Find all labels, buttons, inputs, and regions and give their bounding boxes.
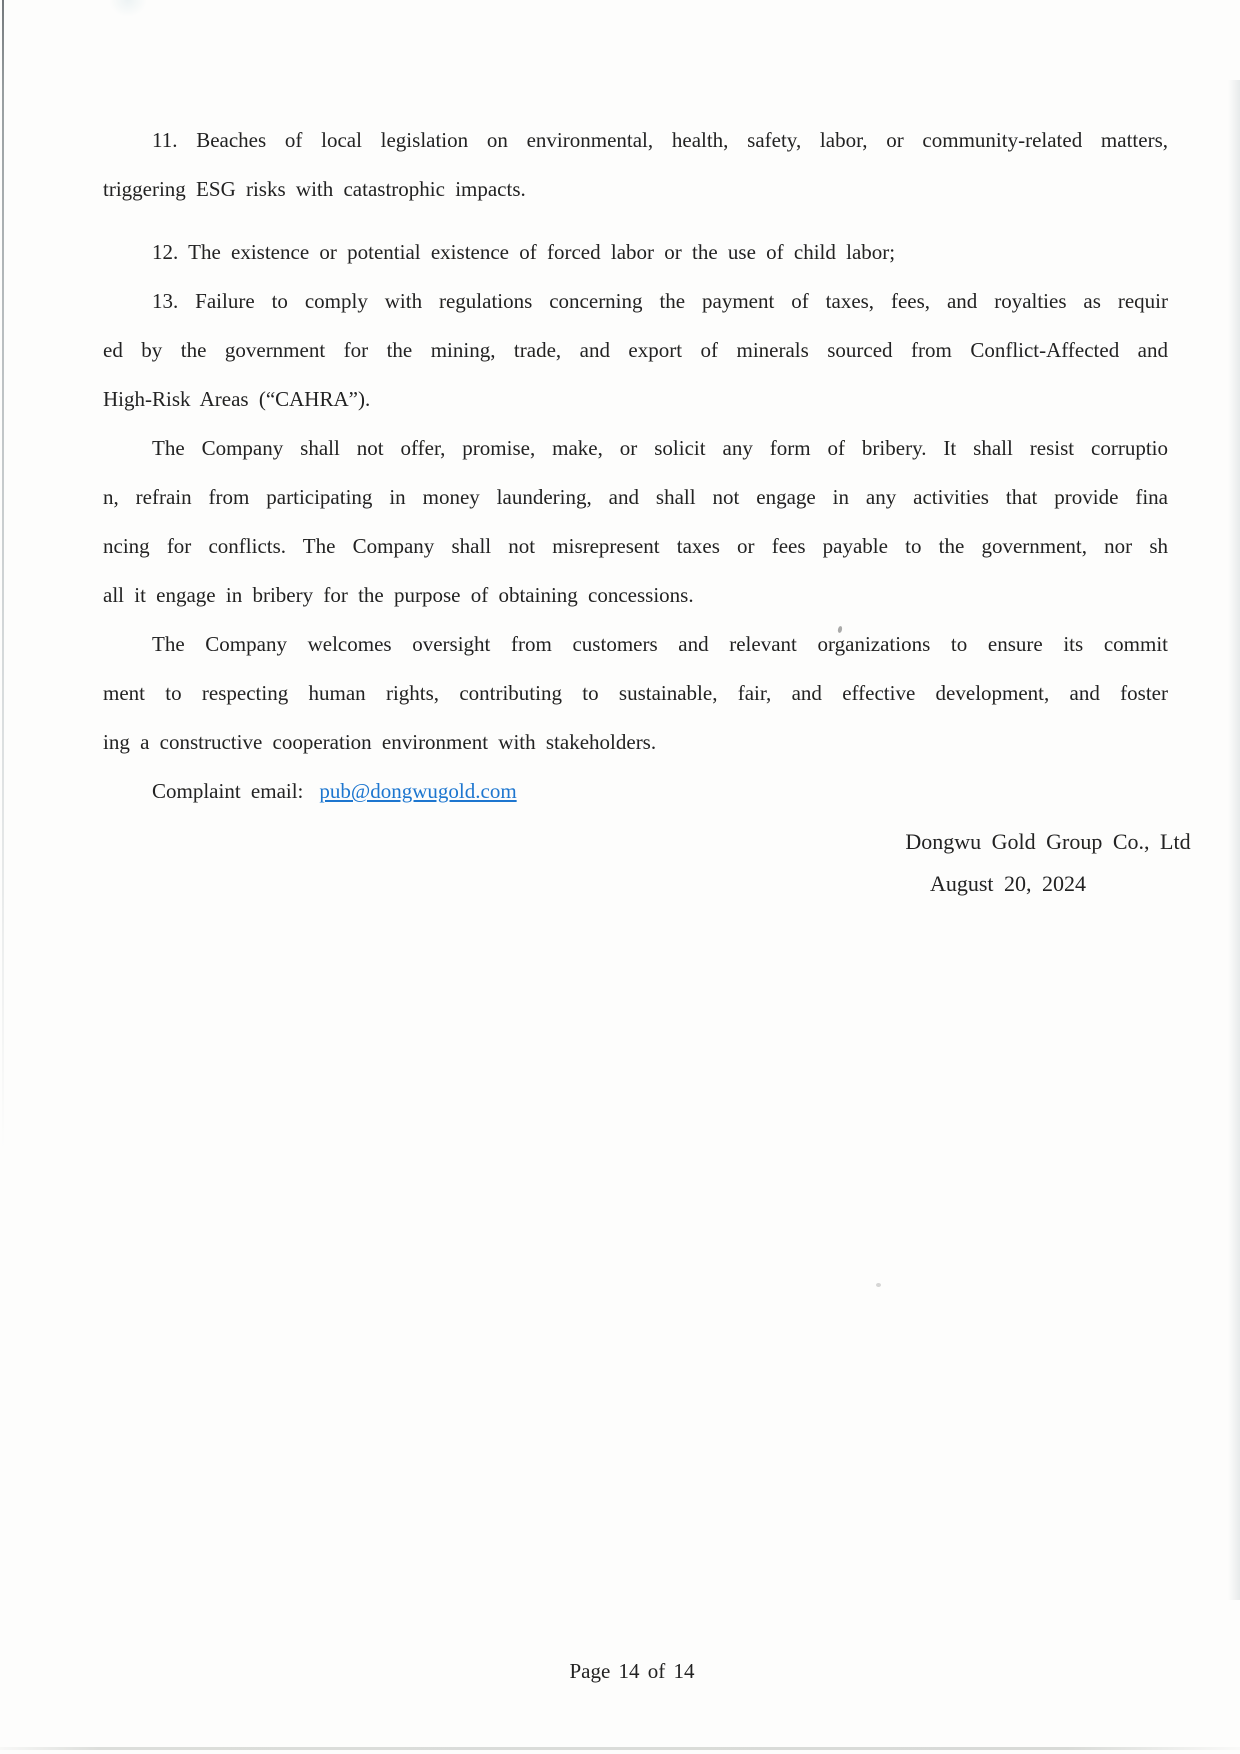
text-line: n, refrain from participating in money laundering, and shall not engage in any activities that provide fina: [103, 485, 1168, 509]
text-line: The Company welcomes oversight from customers and relevant organizations to ensure its commit: [152, 632, 1168, 656]
document-body-lines: [103, 116, 1168, 767]
text-line: High-Risk Areas (“CAHRA”).: [103, 387, 371, 411]
text-line: triggering ESG risks with catastrophic impacts.: [103, 177, 526, 201]
text-line: 12. The existence or potential existence of forced labor or the use of child labor;: [152, 240, 896, 264]
scan-artifact-speck: [876, 1283, 881, 1287]
text-line: ment to respecting human rights, contributing to sustainable, fair, and effective development, and foster: [103, 681, 1168, 705]
text-line: ed by the government for the mining, trade, and export of minerals sourced from Conflict-Affected and: [103, 338, 1168, 362]
signature-company: Dongwu Gold Group Co., Ltd: [905, 829, 1191, 854]
signature-block: [895, 821, 1201, 905]
scan-artifact-bottom-line: [0, 1747, 1240, 1750]
signature-date: August 20, 2024: [929, 871, 1087, 896]
document-body: [103, 116, 1191, 905]
text-line: 13. Failure to comply with regulations concerning the payment of taxes, fees, and royalties as requir: [152, 289, 1168, 313]
scan-artifact-top-smudge: [110, 0, 146, 16]
text-line: 11. Beaches of local legislation on environmental, health, safety, labor, or community-related matters,: [152, 128, 1168, 152]
scan-artifact-right-edge-shadow: [1228, 80, 1240, 1600]
scan-artifact-left-edge-line: [2, 0, 4, 1150]
complaint-line: [103, 767, 1168, 816]
text-line: ncing for conflicts. The Company shall not misrepresent taxes or fees payable to the government, nor sh: [103, 534, 1168, 558]
text-line: The Company shall not offer, promise, make, or solicit any form of bribery. It shall resist corruptio: [152, 436, 1168, 460]
page-number: Page 14 of 14: [569, 1659, 695, 1683]
text-line: all it engage in bribery for the purpose of obtaining concessions.: [103, 583, 694, 607]
complaint-email-link[interactable]: pub@dongwugold.com: [319, 779, 517, 803]
complaint-label: Complaint email:: [152, 779, 304, 803]
text-line: ing a constructive cooperation environment with stakeholders.: [103, 730, 657, 754]
